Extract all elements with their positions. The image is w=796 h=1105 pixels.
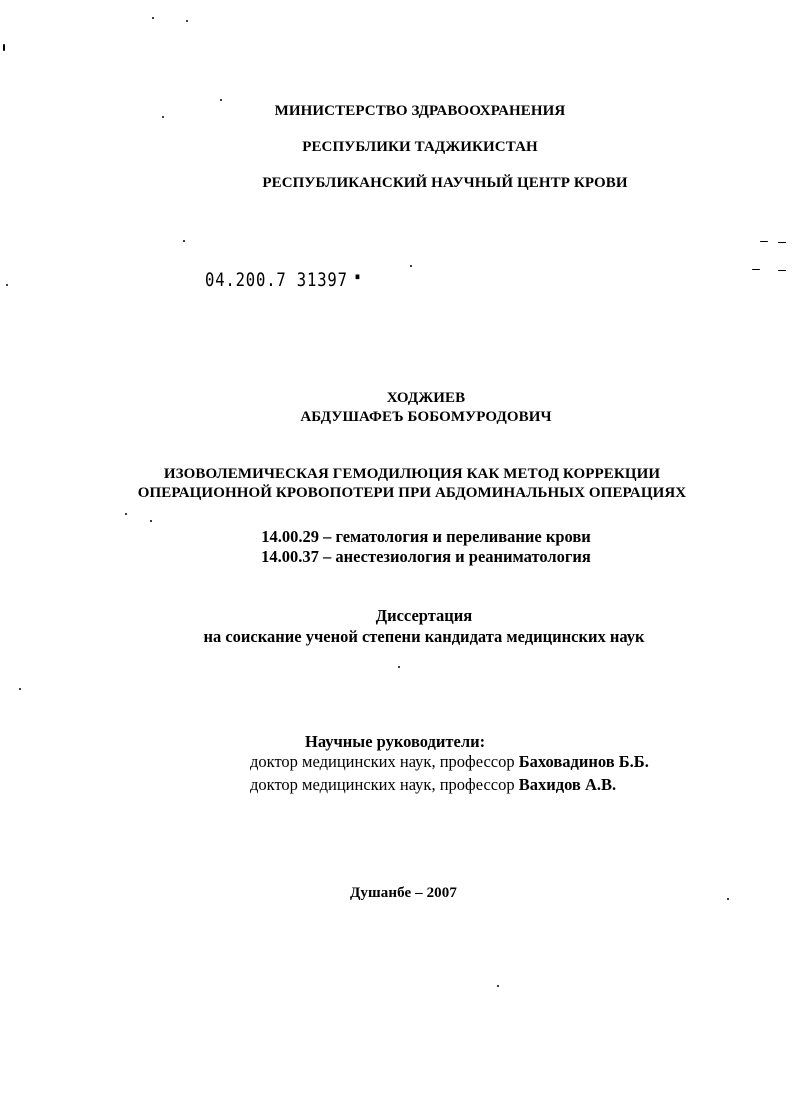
- registration-number: [205, 269, 361, 291]
- scan-speck: [778, 242, 786, 243]
- scan-speck: [220, 99, 222, 101]
- author-surname: ХОДЖИЕВ: [386, 390, 466, 406]
- dissertation-subtitle: на соискание ученой степени кандидата медицинских наук: [203, 627, 645, 646]
- advisor-1-name: Баховадинов Б.Б.: [518, 752, 649, 771]
- thesis-title-line-2: ОПЕРАЦИОННОЙ КРОВОПОТЕРИ ПРИ АБДОМИНАЛЬНЫХ ОПЕРАЦИЯХ: [137, 485, 687, 501]
- scan-speck: [410, 265, 412, 267]
- ministry-line-2: РЕСПУБЛИКИ ТАДЖИКИСТАН: [302, 139, 538, 155]
- advisor-2-name: Вахидов А.В.: [518, 775, 617, 794]
- institution-name: РЕСПУБЛИКАНСКИЙ НАУЧНЫЙ ЦЕНТР КРОВИ: [262, 175, 628, 191]
- scan-speck: [3, 44, 5, 51]
- scan-speck: [778, 270, 786, 271]
- specialty-1: 14.00.29 – гематология и переливание крови: [261, 527, 591, 546]
- specialty-2: 14.00.37 – анестезиология и реаниматология: [261, 547, 591, 566]
- advisor-2: [250, 775, 616, 795]
- registration-number-text: 04.200.7 31397: [205, 269, 348, 291]
- scan-speck: [6, 284, 8, 286]
- scan-speck: [183, 240, 185, 242]
- advisor-1-title: доктор медицинских наук, профессор: [250, 752, 519, 771]
- scan-speck: [727, 898, 729, 900]
- scan-speck: [398, 666, 400, 668]
- place-year: Душанбе – 2007: [350, 885, 457, 901]
- thesis-title-line-1: ИЗОВОЛЕМИЧЕСКАЯ ГЕМОДИЛЮЦИЯ КАК МЕТОД КОРРЕКЦИИ: [163, 466, 661, 482]
- scan-speck: [497, 985, 499, 987]
- scan-speck: [125, 513, 127, 515]
- scan-speck: [186, 20, 188, 22]
- scan-speck: [752, 269, 760, 270]
- author-name: АБДУШАФЕЪ БОБОМУРОДОВИЧ: [300, 409, 552, 425]
- scan-speck: [760, 241, 768, 242]
- advisor-1: [250, 752, 649, 772]
- scan-speck: [150, 520, 152, 522]
- advisor-2-title: доктор медицинских наук, профессор: [250, 775, 519, 794]
- scan-speck: [152, 17, 154, 19]
- scan-speck: [19, 688, 21, 690]
- stamp-mark: ▪: [347, 269, 362, 283]
- ministry-line-1: МИНИСТЕРСТВО ЗДРАВООХРАНЕНИЯ: [274, 103, 566, 119]
- dissertation-label: Диссертация: [375, 606, 473, 625]
- advisors-heading: Научные руководители:: [305, 732, 486, 751]
